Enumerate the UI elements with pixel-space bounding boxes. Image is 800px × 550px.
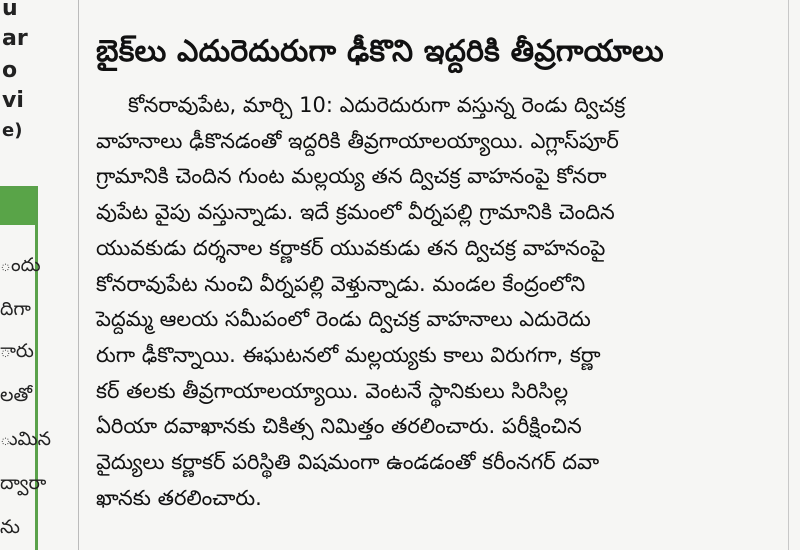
article-line: యువకుడు దర్శనాల కర్ణాకర్ యువకుడు తన ద్విచక్ర వాహనంపై <box>96 235 606 260</box>
adjacent-column-left <box>0 0 52 550</box>
text-fragment: ారు <box>0 340 34 362</box>
article-line: పెద్దమ్మ ఆలయ సమీపంలో రెండు ద్విచక్ర వాహనాలు ఎదురెదు <box>96 307 591 332</box>
adjacent-green-header <box>0 189 35 225</box>
article-line: వాహనాలు ఢీకొనడంతో ఇద్దరికి తీవ్రగాయాలయ్యాయి. ఎగ్లాస్‌పూర్ <box>96 128 619 153</box>
text-fragment: ar <box>2 26 28 51</box>
article-line: రుగా ఢీకొన్నాయి. ఈఘటనలో మల్లయ్యకు కాలు విరుగగా, కర్ణా <box>96 342 601 367</box>
article-line: ఏరియా దవాఖానకు చికిత్స నిమిత్తం తరలించారు. పరీక్షించిన <box>96 414 582 439</box>
adjacent-column-top-fragments <box>0 0 44 148</box>
article-line: కర్ తలకు తీవ్రగాయాలయ్యాయి. వెంటనే స్థానికులు సిరిసిల్ల <box>96 378 569 403</box>
article-line: వుపేట వైపు వస్తున్నాడు. ఇదే క్రమంలో వీర్నపల్లి గ్రామానికి చెందిన <box>96 200 615 225</box>
column-divider-right <box>788 0 789 550</box>
article-line: కోనరావుపేట, మార్చి 10: ఎదురెదురుగా వస్తున్న రెండు ద్విచక్ర <box>128 93 626 117</box>
article-line: వైద్యులు కర్ణాకర్ పరిస్థితి విషమంగా ఉండడంతో కరీంనగర్ దవా <box>96 450 600 475</box>
column-divider <box>78 0 79 550</box>
article-line: కోనరావుపేట నుంచి వీర్నపల్లి వెళ్తున్నాడు. మండల కేంద్రంలోని <box>96 271 586 296</box>
text-fragment: ందు <box>0 254 41 276</box>
text-fragment: దిగా <box>0 298 31 320</box>
article-line: గ్రామానికి చెందిన గుంట మల్లయ్య తన ద్విచక్ర వాహనంపై కోనరా <box>96 164 607 189</box>
text-fragment: o <box>2 58 18 83</box>
article-line: ఖానకు తరలించారు. <box>96 485 262 510</box>
text-fragment: e) <box>2 120 23 141</box>
text-fragment: ద్వారా <box>0 472 47 494</box>
text-fragment: ుమిన <box>0 428 51 450</box>
text-fragment: ను <box>0 516 20 538</box>
text-fragment: vi <box>2 88 24 113</box>
article-headline: బైక్‌లు ఎదురెదురుగా ఢీకొని ఇద్దరికి తీవ్రగాయాలు <box>96 34 664 69</box>
text-fragment: u <box>2 0 18 21</box>
article-body <box>96 88 776 516</box>
previous-article-tail <box>94 0 734 6</box>
text-fragment: లతో <box>0 384 33 406</box>
